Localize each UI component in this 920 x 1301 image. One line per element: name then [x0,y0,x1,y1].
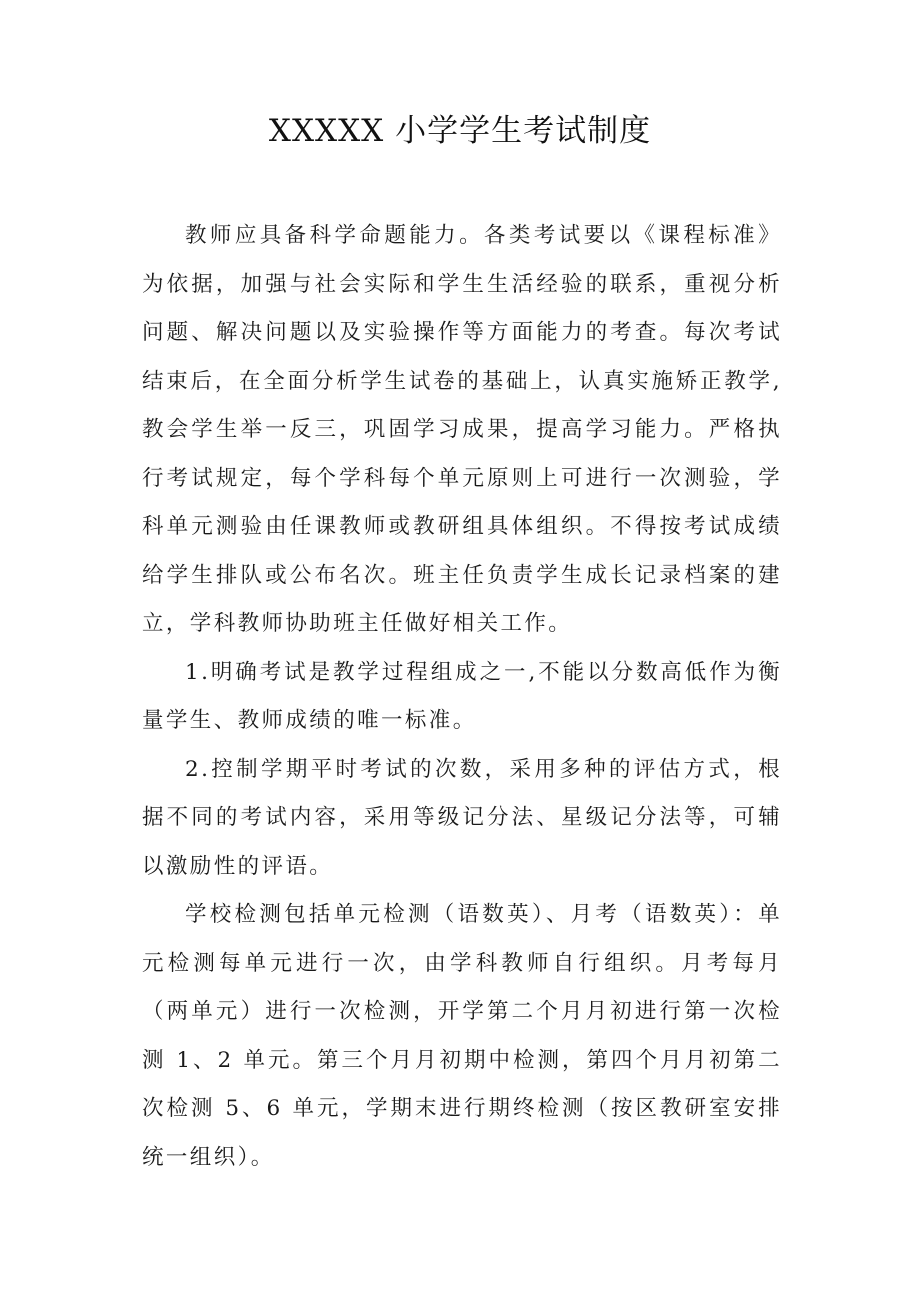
paragraph-exam-policy: 教师应具备科学命题能力。各类考试要以《课程标准》为依据，加强与社会实际和学生生活经验的联系，重视分析问题、解决问题以及实验操作等方面能力的考查。每次考试结束后，在全面分析学生试卷的基础上，认真实施矫正教学,教会学生举一反三，巩固学习成果，提高学习能力。严格执行考试规定，每个学科每个单元原则上可进行一次测验，学科单元测验由任课教师或教研组具体组织。不得按考试成绩给学生排队或公布名次。班主任负责学生成长记录档案的建立，学科教师协助班主任做好相关工作。 [142,223,782,636]
paragraph-school-testing: 学校检测包括单元检测（语数英）、月考（语数英）：单元检测每单元进行一次，由学科教师自行组织。月考每月（两单元）进行一次检测，开学第二个月月初进行第一次检测 1、2 单元。第三个月月初期中检测，第四个月月初第二次检测 5、6 单元，学期末进行期终检测（按区教研室安排统一组织）。 [142,902,782,1170]
document-title: XXXXX 小学学生考试制度 [268,113,652,149]
paragraph-item-1: 1.明确考试是教学过程组成之一,不能以分数高低作为衡量学生、教师成绩的唯一标准。 [142,659,782,733]
paragraph-item-2: 2.控制学期平时考试的次数，采用多种的评估方式，根据不同的考试内容，采用等级记分法、星级记分法等，可辅以激励性的评语。 [142,756,782,879]
document-body [142,212,782,1182]
